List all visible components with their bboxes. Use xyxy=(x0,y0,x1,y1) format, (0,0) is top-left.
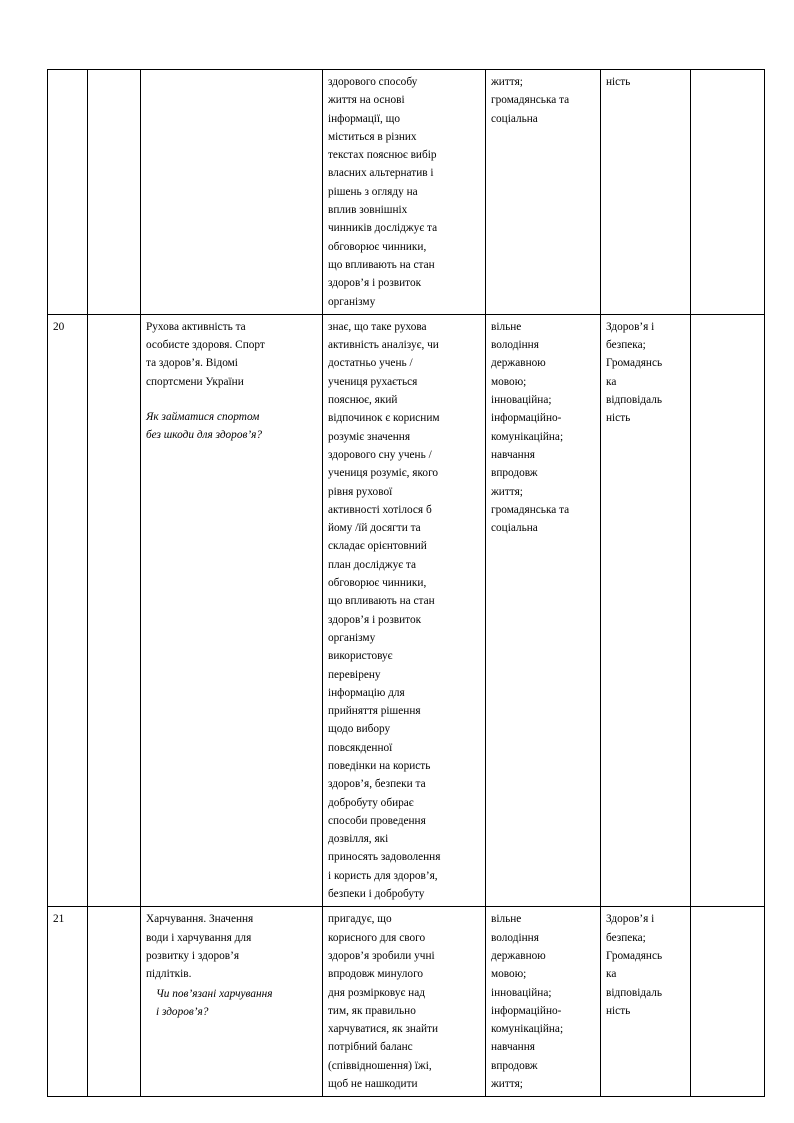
through-line-text: ка xyxy=(606,375,617,388)
outcome-line: розуміє значення xyxy=(328,430,411,443)
outcome-line: щоб не нашкодити xyxy=(328,1078,418,1091)
through-line-text: безпека; xyxy=(606,339,646,352)
outcome-line: складає орієнтовний xyxy=(328,540,427,553)
outcome-line: план досліджує та xyxy=(328,558,416,571)
question-line: без шкоди для здоров’я? xyxy=(146,429,263,442)
outcome-line: йому /їй досягти та xyxy=(328,522,421,535)
theme-title xyxy=(146,910,318,983)
outcome-line: корисного для свого xyxy=(328,931,426,944)
outcome-line: учениця розуміє, якого xyxy=(328,467,439,480)
cell-notes xyxy=(691,314,765,907)
outcome-line: рішень з огляду на xyxy=(328,185,418,198)
outcome-line: перевірену xyxy=(328,668,381,681)
outcome-line: рівня рухової xyxy=(328,485,393,498)
through-line-text: ка xyxy=(606,968,617,981)
competency-line: життя; xyxy=(491,485,523,498)
outcome-line: щодо вибору xyxy=(328,723,391,736)
theme-guiding-question xyxy=(146,984,318,1022)
outcome-line: організму xyxy=(328,295,376,308)
curriculum-table xyxy=(47,69,765,1097)
outcome-line: здоров’я і розвиток xyxy=(328,613,422,626)
outcome-line: інформацію для xyxy=(328,686,405,699)
competency-line: впродовж xyxy=(491,467,538,480)
theme-line: розвитку і здоров’я xyxy=(146,949,240,962)
outcome-line: достатньо учень / xyxy=(328,357,413,370)
competency-line: інформаційно- xyxy=(491,1004,562,1017)
competency-line: навчання xyxy=(491,1041,535,1054)
competency-line: комунікаційна; xyxy=(491,430,564,443)
cell-notes xyxy=(691,70,765,315)
competency-line: вільне xyxy=(491,320,522,333)
cell-learning-outcomes xyxy=(323,907,486,1097)
outcome-line: організму xyxy=(328,631,376,644)
outcome-line: текстах пояснює вибір xyxy=(328,149,437,162)
outcome-line: (співвідношення) їжі, xyxy=(328,1059,432,1072)
outcome-line: здоров’я і розвиток xyxy=(328,277,422,290)
competency-line: громадянська та xyxy=(491,94,570,107)
question-line: Як займатися спортом xyxy=(146,411,260,424)
outcome-line: власних альтернатив і xyxy=(328,167,434,180)
outcome-line: відпочинок є корисним xyxy=(328,412,440,425)
outcome-line: що впливають на стан xyxy=(328,595,435,608)
outcome-line: пригадує, що xyxy=(328,913,392,926)
cell-key-competencies xyxy=(486,314,601,907)
outcome-line: здоров’я зробили учні xyxy=(328,949,435,962)
outcome-line: тим, як правильно xyxy=(328,1004,416,1017)
outcome-line: учениця рухається xyxy=(328,375,418,388)
competency-line: соціальна xyxy=(491,522,538,535)
competency-line: інформаційно- xyxy=(491,412,562,425)
cell-row-number: 21 xyxy=(48,907,88,1097)
through-line-text: Здоров’я і xyxy=(606,320,655,333)
theme-line: спортсмени України xyxy=(146,375,244,388)
theme-line: Харчування. Значення xyxy=(146,913,254,926)
outcome-line: життя на основі xyxy=(328,94,405,107)
outcome-line: повсякденної xyxy=(328,741,393,754)
theme-title xyxy=(146,318,318,391)
competency-line: володіння xyxy=(491,339,539,352)
competency-line: державною xyxy=(491,357,546,370)
outcome-line: міститься в різних xyxy=(328,130,417,143)
competency-line: інноваційна; xyxy=(491,986,552,999)
outcome-line: обговорює чинники, xyxy=(328,577,427,590)
outcome-line: інформації, що xyxy=(328,112,401,125)
outcome-line: добробуту обирає xyxy=(328,796,414,809)
cell-key-competencies xyxy=(486,907,601,1097)
outcome-line: активності хотілося б xyxy=(328,503,432,516)
outcome-line: чинників досліджує та xyxy=(328,222,438,235)
competency-line: життя; xyxy=(491,76,523,88)
competency-line: володіння xyxy=(491,931,539,944)
outcome-line: здорового сну учень / xyxy=(328,448,432,461)
outcome-line: поведінки на користь xyxy=(328,759,431,772)
outcome-line: і користь для здоров’я, xyxy=(328,869,438,882)
outcome-line: дозвілля, які xyxy=(328,833,389,846)
through-line-text: ність xyxy=(606,1004,631,1017)
table-row xyxy=(48,70,765,315)
theme-guiding-question xyxy=(146,391,318,445)
through-line-text: Громадянсь xyxy=(606,357,663,370)
cell-key-competencies xyxy=(486,70,601,315)
theme-line: підлітків. xyxy=(146,968,192,981)
through-line-text: відповідаль xyxy=(606,986,663,999)
competency-line: громадянська та xyxy=(491,503,570,516)
cell-learning-outcomes xyxy=(323,314,486,907)
outcome-line: дня розмірковує над xyxy=(328,986,425,999)
competency-line: життя; xyxy=(491,1078,523,1091)
cell-theme xyxy=(141,314,323,907)
through-line-text: ність xyxy=(606,76,631,88)
question-line: Чи пов’язані харчування xyxy=(156,987,273,1000)
cell-hours xyxy=(88,70,141,315)
outcome-line: що впливають на стан xyxy=(328,258,435,271)
cell-hours xyxy=(88,314,141,907)
competency-line: державною xyxy=(491,949,546,962)
theme-line: та здоров’я. Відомі xyxy=(146,357,238,370)
cell-row-number xyxy=(48,70,88,315)
through-line-text: ність xyxy=(606,412,631,425)
outcome-line: використовує xyxy=(328,650,393,663)
competency-line: впродовж xyxy=(491,1059,538,1072)
competency-line: комунікаційна; xyxy=(491,1023,564,1036)
through-line-text: відповідаль xyxy=(606,394,663,407)
outcome-line: знає, що таке рухова xyxy=(328,320,427,333)
competency-line: соціальна xyxy=(491,112,538,125)
cell-theme xyxy=(141,70,323,315)
cell-through-lines xyxy=(601,314,691,907)
outcome-line: здоров’я, безпеки та xyxy=(328,778,426,791)
outcome-line: потрібний баланс xyxy=(328,1041,413,1054)
cell-theme xyxy=(141,907,323,1097)
outcome-line: активність аналізує, чи xyxy=(328,339,439,352)
competency-line: навчання xyxy=(491,448,535,461)
competency-line: мовою; xyxy=(491,968,527,981)
outcome-line: способи проведення xyxy=(328,814,426,827)
through-line-text: безпека; xyxy=(606,931,646,944)
theme-line: особисте здоровя. Спорт xyxy=(146,339,265,352)
table-row xyxy=(48,907,765,1097)
outcome-line: харчуватися, як знайти xyxy=(328,1023,439,1036)
cell-through-lines xyxy=(601,70,691,315)
outcome-line: прийняття рішення xyxy=(328,705,421,718)
competency-line: мовою; xyxy=(491,375,527,388)
table-row xyxy=(48,314,765,907)
question-line: і здоров’я? xyxy=(156,1005,209,1018)
cell-notes xyxy=(691,907,765,1097)
outcome-line: приносять задоволення xyxy=(328,851,441,864)
cell-learning-outcomes xyxy=(323,70,486,315)
outcome-line: впродовж минулого xyxy=(328,968,424,981)
theme-line: води і харчування для xyxy=(146,931,252,944)
outcome-line: обговорює чинники, xyxy=(328,240,427,253)
through-line-text: Здоров’я і xyxy=(606,913,655,926)
cell-row-number: 20 xyxy=(48,314,88,907)
curriculum-table-wrapper xyxy=(47,69,764,1097)
outcome-line: здорового способу xyxy=(328,76,418,88)
cell-hours xyxy=(88,907,141,1097)
theme-line: Рухова активність та xyxy=(146,320,246,333)
table-body xyxy=(48,70,765,1097)
competency-line: інноваційна; xyxy=(491,394,552,407)
competency-line: вільне xyxy=(491,913,522,926)
cell-through-lines xyxy=(601,907,691,1097)
outcome-line: пояснює, який xyxy=(328,394,398,407)
outcome-line: безпеки і добробуту xyxy=(328,888,425,901)
through-line-text: Громадянсь xyxy=(606,949,663,962)
outcome-line: вплив зовнішніх xyxy=(328,204,408,217)
